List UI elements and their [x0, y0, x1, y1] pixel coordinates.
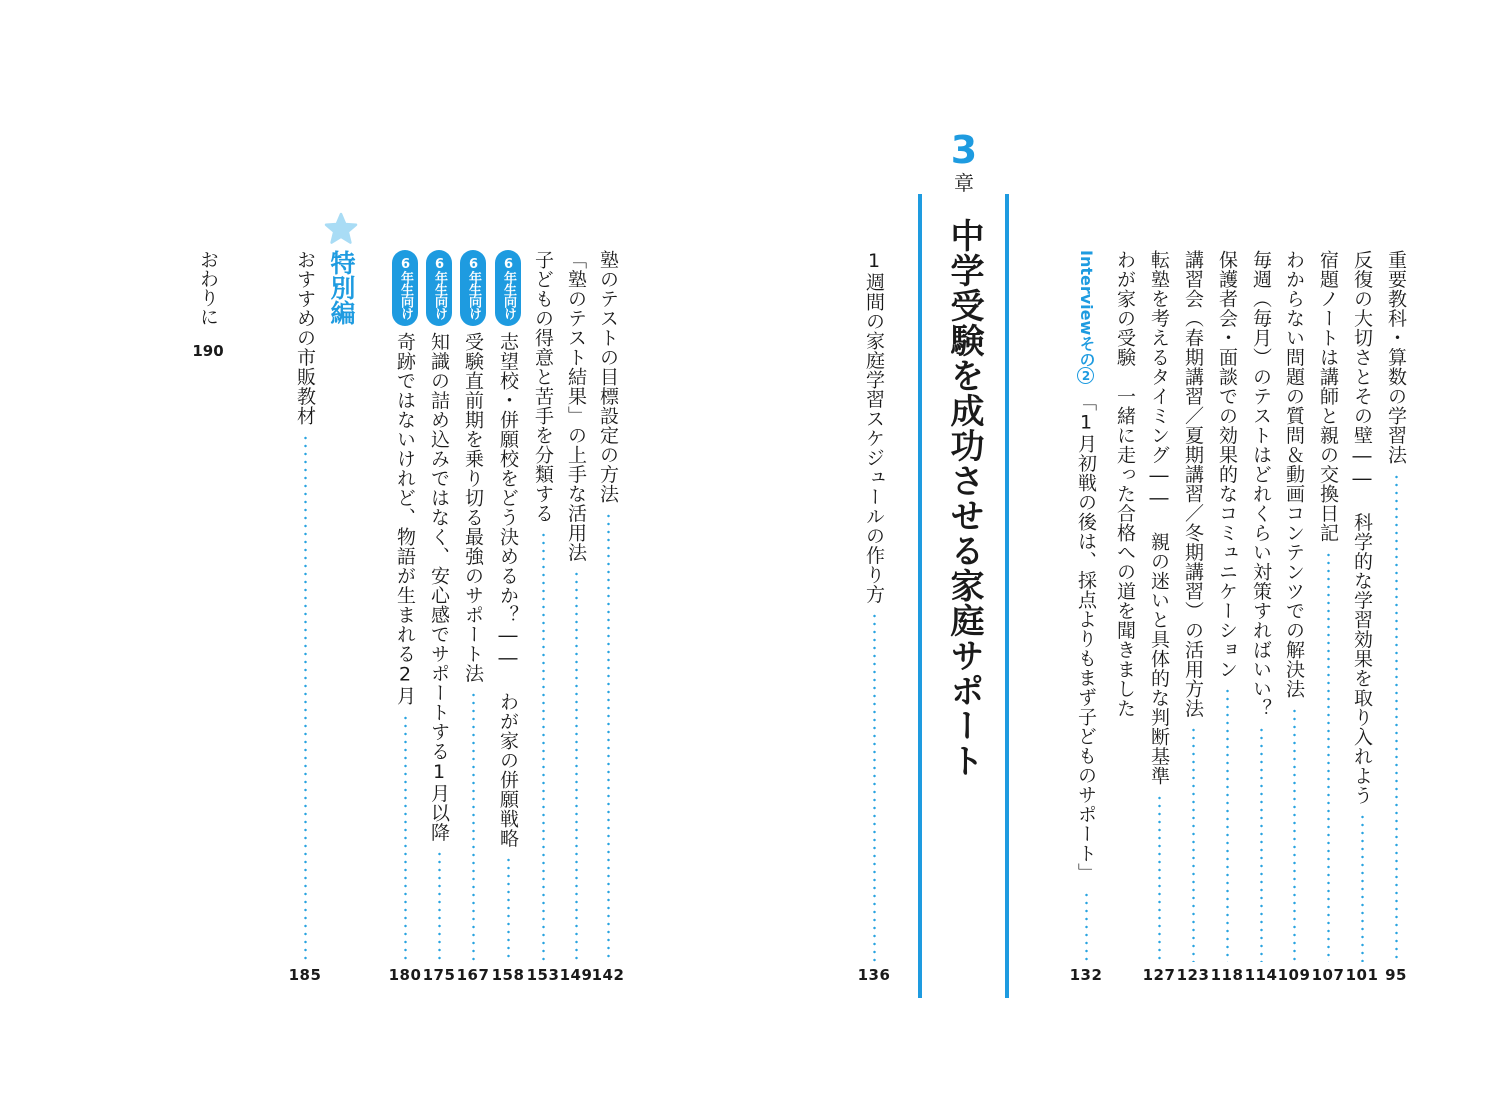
toc-entry-title: 宿題ノートは講師と親の交換日記 — [1317, 250, 1339, 543]
grade6-badge: 6年生向け — [495, 250, 521, 326]
page-number: 127 — [1142, 966, 1176, 984]
toc-entry-title: 奇跡ではないけれど、物語が生まれる2月 — [394, 332, 416, 706]
page-number: 180 — [388, 966, 422, 984]
chapter-rule-right — [1005, 194, 1009, 998]
toc-entry-title: わからない問題の質問＆動画コンテンツでの解決法 — [1283, 250, 1305, 699]
leader-dots — [304, 434, 307, 963]
interview-label: Interviewその2 — [1077, 250, 1096, 383]
leader-dots — [1158, 794, 1161, 963]
page-number: 109 — [1277, 966, 1311, 984]
star-icon — [324, 212, 358, 246]
toc-entry[interactable] — [1211, 250, 1243, 962]
leader-dots — [1293, 707, 1296, 963]
toc-entry[interactable] — [1177, 250, 1209, 962]
toc-entry-title: 反復の大切さとその壁―― 科学的な学習効果を取り入れよう — [1351, 250, 1373, 805]
page-number: 107 — [1311, 966, 1345, 984]
toc-entry[interactable] — [527, 250, 559, 962]
leader-dots — [607, 512, 610, 963]
page-number: 132 — [1069, 966, 1103, 984]
toc-entry-title: 塾のテストの目標設定の方法 — [597, 250, 619, 504]
interview-intro-text: わが家の受験 一緒に走った合格への道を聞きました — [1114, 250, 1136, 718]
afterword-page-number: 190 — [192, 342, 224, 360]
toc-entry-title: 志望校・併願校をどう決めるか？―― わが家の併願戦略 — [497, 332, 519, 848]
afterword-title[interactable]: おわりに — [197, 250, 219, 326]
toc-entry[interactable] — [1143, 250, 1175, 962]
toc-entry-title: 知識の詰め込みではなく、安心感でサポートする1月以降 — [428, 332, 450, 842]
leader-dots — [438, 850, 441, 962]
toc-entry[interactable] — [1312, 250, 1344, 962]
page-number: 142 — [591, 966, 625, 984]
leader-dots — [404, 714, 407, 963]
chapter-number: 3 — [950, 128, 978, 172]
grade6-badge: 6年生向け — [392, 250, 418, 326]
page-number: 175 — [422, 966, 456, 984]
leader-dots — [575, 570, 578, 962]
leader-dots — [507, 856, 510, 962]
special-section-title: 特別編 — [327, 250, 356, 325]
toc-entry[interactable] — [1380, 250, 1412, 962]
toc-entry[interactable] — [1346, 250, 1378, 962]
page-number: 185 — [288, 966, 322, 984]
toc-entry-title: 毎週（毎月）のテストはどれくらい対策すればいい？ — [1250, 250, 1272, 718]
toc-entry[interactable] — [560, 250, 592, 962]
toc-entry-title: 講習会（春期講習／夏期講習／冬期講習）の活用方法 — [1182, 250, 1204, 718]
leader-dots — [873, 612, 876, 962]
page-number: 95 — [1385, 966, 1407, 984]
page-number: 118 — [1210, 966, 1244, 984]
toc-entry[interactable] — [1245, 250, 1277, 962]
page-number: 101 — [1345, 966, 1379, 984]
page-number: 158 — [491, 966, 525, 984]
page-number: 153 — [526, 966, 560, 984]
leader-dots — [1260, 726, 1263, 962]
page-number: 167 — [456, 966, 490, 984]
chapter-suffix: 章 — [954, 171, 974, 195]
toc-entry-title: 重要教科・算数の学習法 — [1385, 250, 1407, 465]
toc-entry-title: 「塾のテスト結果」の上手な活用法 — [565, 250, 587, 562]
toc-entry[interactable] — [858, 250, 890, 962]
leader-dots — [472, 691, 475, 962]
toc-entry-interview[interactable] — [1070, 250, 1102, 962]
leader-dots — [1327, 551, 1330, 963]
toc-entry-grade6[interactable] — [492, 250, 524, 962]
toc-entry-title: 子どもの得意と苦手を分類する — [532, 250, 554, 523]
page-number: 114 — [1244, 966, 1278, 984]
toc-entry-title: 1週間の家庭学習スケジュールの作り方 — [863, 250, 885, 604]
toc-entry-grade6[interactable] — [423, 250, 455, 962]
leader-dots — [1395, 473, 1398, 963]
toc-entry-title: 転塾を考えるタイミング―― 親の迷いと具体的な判断基準 — [1148, 250, 1170, 786]
page-number: 149 — [559, 966, 593, 984]
toc-entry[interactable] — [1278, 250, 1310, 962]
toc-entry[interactable] — [289, 250, 321, 962]
interview-number: 2 — [1079, 368, 1093, 383]
chapter-title: 中学受験を成功させる家庭サポート — [944, 218, 984, 778]
toc-entry-title: おすすめの市販教材 — [294, 250, 316, 426]
leader-dots — [1361, 813, 1364, 962]
leader-dots — [1192, 726, 1195, 962]
leader-dots — [1226, 687, 1229, 962]
toc-entry-grade6[interactable] — [389, 250, 421, 962]
toc-entry-title: 受験直前期を乗り切る最強のサポート法 — [462, 332, 484, 683]
leader-dots — [1085, 891, 1088, 962]
toc-entry-grade6[interactable] — [457, 250, 489, 962]
grade6-badge: 6年生向け — [426, 250, 452, 326]
page-number: 136 — [857, 966, 891, 984]
interview-intro — [1109, 250, 1141, 962]
page-number: 123 — [1176, 966, 1210, 984]
grade6-badge: 6年生向け — [460, 250, 486, 326]
toc-entry-title: 保護者会・面談での効果的なコミュニケーション — [1216, 250, 1238, 679]
toc-entry-title: 「1月初戦の後は、採点よりもまず子どものサポート」 — [1075, 392, 1097, 883]
chapter-rule-left — [918, 194, 922, 998]
toc-entry[interactable] — [592, 250, 624, 962]
leader-dots — [542, 531, 545, 962]
